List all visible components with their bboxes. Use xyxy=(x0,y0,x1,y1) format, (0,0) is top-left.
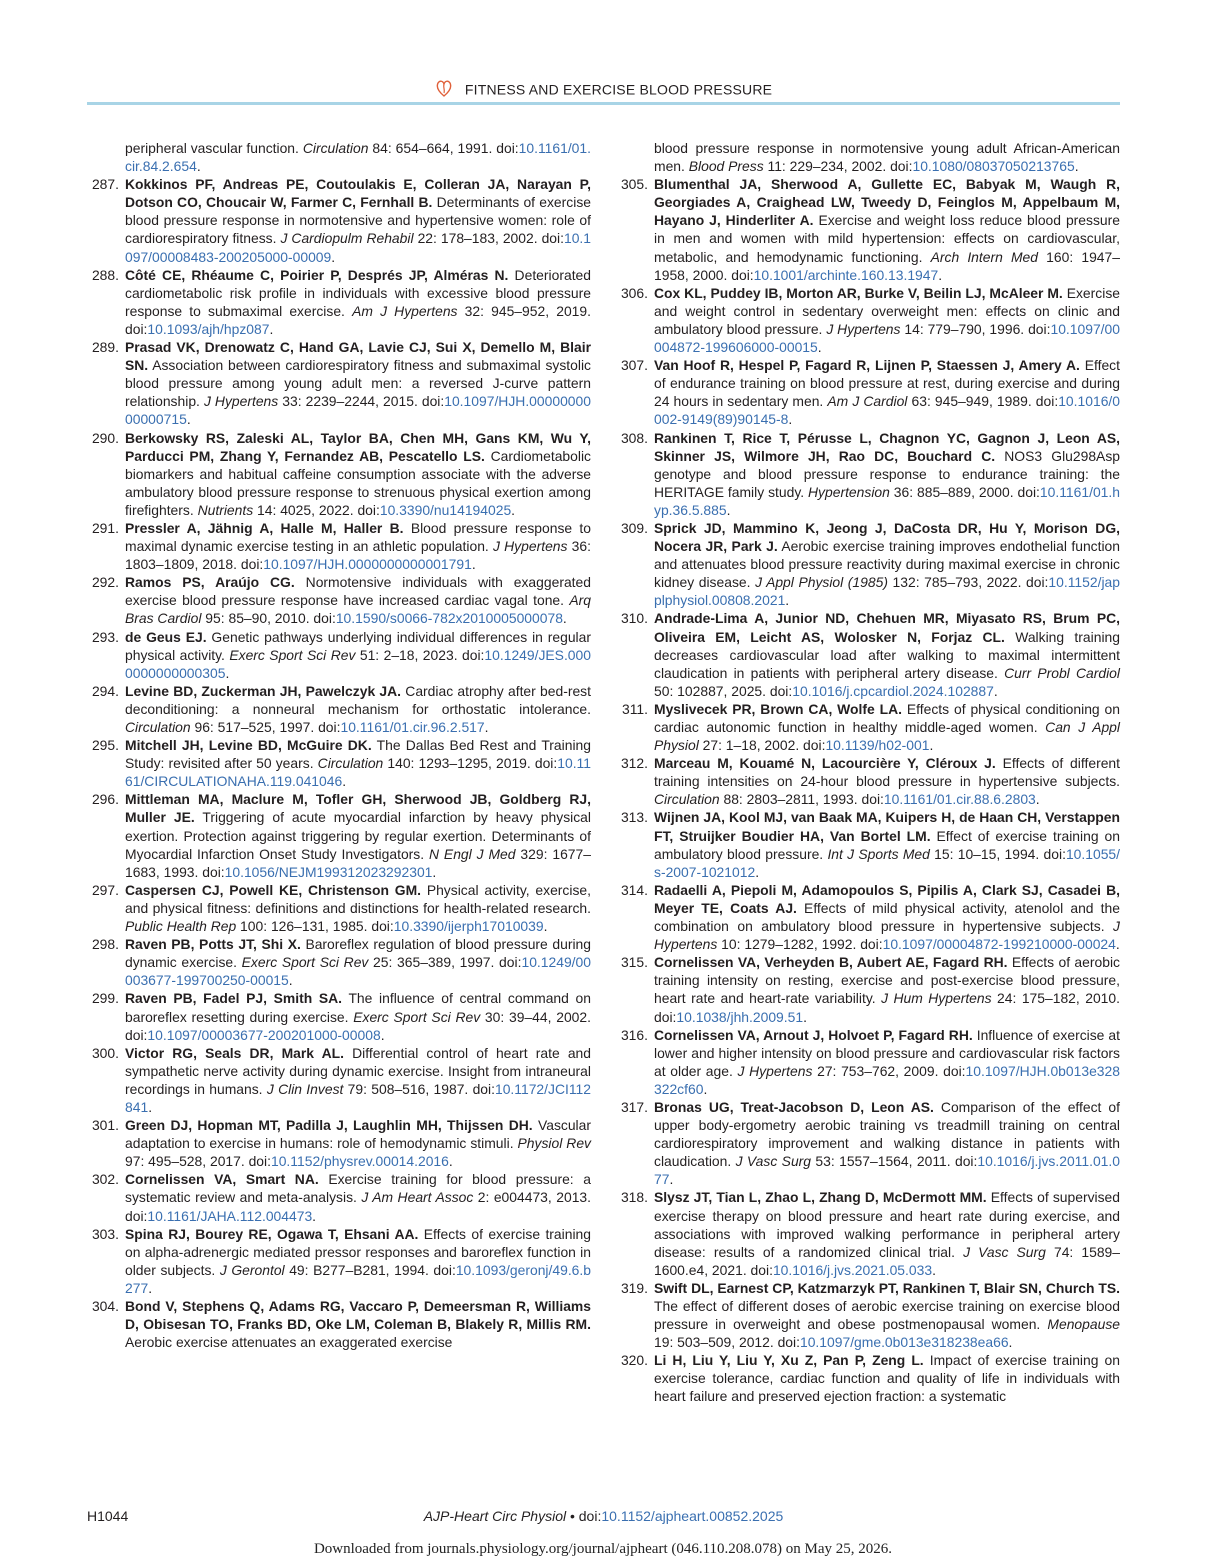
reference-number: 302. xyxy=(91,1171,119,1188)
reference-doi-link[interactable]: 10.1080/08037050213765 xyxy=(912,158,1075,175)
reference-entry xyxy=(620,1188,1121,1278)
reference-title: Effect of exercise training on ambulatory blood pressure. xyxy=(654,827,1120,862)
reference-end: . xyxy=(1115,936,1120,953)
reference-doi-link[interactable]: 10.1161/01.cir.96.2.517 xyxy=(340,719,485,735)
reference-journal: J Hypertens xyxy=(654,918,1120,953)
reference-authors: Myslivecek PR, Brown CA, Wolfe LA. xyxy=(654,700,902,717)
reference-journal: J Appl Physiol (1985) xyxy=(755,574,888,591)
reference-authors: Andrade-Lima A, Junior ND, Chehuen MR, Miyasato RS, Brum PC, Oliveira EM, Leicht AS, Wolosker N, Forjaz CL. xyxy=(654,610,1120,645)
reference-doi-link[interactable]: 10.1161/01.cir.88.6.2803 xyxy=(883,791,1036,808)
reference-end: . xyxy=(932,1261,936,1278)
reference-doi-link[interactable]: 10.1152/japplphysiol.00808.2021 xyxy=(654,574,1120,609)
reference-authors: Victor RG, Seals DR, Mark AL. xyxy=(125,1044,344,1061)
reference-entry xyxy=(620,519,1121,609)
reference-number: 311. xyxy=(621,700,648,717)
reference-entry xyxy=(91,1170,591,1224)
reference-end: . xyxy=(726,501,731,518)
reference-number: 317. xyxy=(620,1098,648,1115)
reference-doi-link[interactable]: 10.3390/ijerph17010039 xyxy=(393,918,544,935)
reference-authors: Blumenthal JA, Sherwood A, Gullette EC, Babyak M, Waugh R, Georgiades A, Craighead LW, Tweedy D, Feinglos M, Appelbaum M, Hayano J, Hinderliter A. xyxy=(654,176,1120,229)
reference-journal: J Hum Hypertens xyxy=(881,990,992,1007)
reference-title: Blood pressure response to maximal dynamic exercise testing in an athletic population. xyxy=(125,519,591,555)
references-left-column xyxy=(91,139,592,1351)
reference-details: 25: 365–389, 1997. doi: xyxy=(368,954,522,971)
reference-entry xyxy=(620,1279,1120,1351)
reference-doi-link[interactable]: 10.1016/j.cpcardiol.2024.102887 xyxy=(792,682,994,699)
reference-doi-link[interactable]: 10.1097/00004872-199606000-00015 xyxy=(654,320,1120,356)
reference-journal: J Am Heart Assoc xyxy=(361,1189,474,1206)
reference-number: 305. xyxy=(620,176,648,193)
reference-entry xyxy=(620,881,1120,953)
reference-entry xyxy=(91,935,591,989)
reference-doi-link[interactable]: 10.1249/JES.0000000000000305 xyxy=(125,646,591,681)
reference-number: 312. xyxy=(620,755,648,772)
reference-details: 49: B277–B281, 1994. doi: xyxy=(284,1261,456,1278)
reference-end: . xyxy=(196,158,201,175)
reference-title: Aerobic exercise training improves endothelial function and attenuates blood pressure reactivity during maximal exercise in chronic kidney disease. xyxy=(654,538,1121,591)
reference-authors: Wijnen JA, Kool MJ, van Baak MA, Kuipers H, de Haan CH, Verstappen FT, Struijker Boudier HA, Van Bortel LM. xyxy=(654,809,1120,844)
reference-end: . xyxy=(432,863,437,880)
reference-doi-link[interactable]: 10.1139/h02-001 xyxy=(825,737,930,754)
reference-number: 291. xyxy=(91,519,119,536)
reference-doi-link[interactable]: 10.1001/archinte.160.13.1947 xyxy=(753,266,939,283)
reference-journal: J Hypertens xyxy=(493,538,568,555)
reference-details: 30: 39–44, 2002. doi: xyxy=(125,1008,591,1043)
reference-doi-link[interactable]: 10.1097/00008483-200205000-00009 xyxy=(125,230,592,265)
reference-journal: J Cardiopulm Rehabil xyxy=(280,230,414,247)
reference-details: 160: 1947–1958, 2000. doi: xyxy=(654,248,1120,283)
reference-journal: Arq Bras Cardiol xyxy=(125,592,591,627)
reference-details: 96: 517–525, 1997. doi: xyxy=(190,719,341,735)
reference-entry xyxy=(620,284,1120,356)
reference-end: . xyxy=(1008,1334,1013,1351)
reference-doi-link[interactable]: 10.1097/00003677-200201000-00008 xyxy=(147,1026,381,1043)
reference-title: Effects of different training intensities on 24-hour blood pressure in hypertensive subjects. xyxy=(654,755,1120,790)
reference-doi-link[interactable]: 10.1097/HJH.0000000000000715 xyxy=(125,393,591,428)
reference-authors: Marceau M, Kouamé N, Lacourcière Y, Cléroux J. xyxy=(654,755,996,772)
reference-entry xyxy=(91,175,592,265)
reference-authors: Mitchell JH, Levine BD, McGuire DK. xyxy=(125,737,372,754)
reference-authors: Sprick JD, Mammino K, Jeong J, DaCosta DR, Hu Y, Morison DG, Nocera JR, Park J. xyxy=(654,519,1120,555)
reference-end: . xyxy=(788,411,793,428)
reference-entry xyxy=(654,139,1120,175)
reference-number: 300. xyxy=(91,1044,119,1061)
reference-entry xyxy=(91,628,591,682)
reference-details: 140: 1293–1295, 2019. doi: xyxy=(383,755,558,772)
reference-journal: J Hypertens xyxy=(826,320,901,337)
reference-authors: Levine BD, Zuckerman JH, Pawelczyk JA. xyxy=(125,682,402,699)
reference-end: . xyxy=(1035,791,1040,808)
reference-doi-link[interactable]: 10.1093/ajh/hpz087 xyxy=(147,320,270,337)
reference-journal: Circulation xyxy=(654,791,720,808)
reference-end: . xyxy=(993,682,998,699)
reference-end: . xyxy=(703,1080,708,1097)
reference-journal: J Hypertens xyxy=(203,393,279,410)
reference-end: . xyxy=(817,339,822,356)
reference-end: . xyxy=(562,610,567,627)
reference-entry xyxy=(621,700,1120,754)
download-notice: Downloaded from journals.physiology.org/journal/ajpheart (046.110.208.078) on May 25, 2026. xyxy=(313,1541,893,1557)
reference-details: 27: 753–762, 2009. doi: xyxy=(812,1062,966,1079)
reference-authors: Kokkinos PF, Andreas PE, Coutoulakis E, Colleran JA, Narayan P, Dotson CO, Choucair W, Farmer C, Fernhall B. xyxy=(125,176,591,211)
reference-authors: Caspersen CJ, Powell KE, Christenson GM. xyxy=(125,881,422,898)
reference-journal: J Vasc Surg xyxy=(963,1243,1046,1260)
reference-doi-link[interactable]: 10.1097/gme.0b013e318238ea66 xyxy=(799,1334,1009,1351)
reference-number: 314. xyxy=(620,881,648,898)
reference-doi-link[interactable]: 10.1056/NEJM199312023292301 xyxy=(224,863,433,880)
reference-title: Effects of physical conditioning on cardiac autonomic function in healthy middle-aged women. xyxy=(654,700,1120,735)
reference-entry xyxy=(620,808,1121,880)
reference-entry xyxy=(91,1116,591,1170)
reference-journal: J Vasc Surg xyxy=(735,1153,812,1170)
reference-number: 296. xyxy=(91,791,119,808)
reference-details: 36: 1803–1809, 2018. doi: xyxy=(125,538,591,573)
reference-number: 287. xyxy=(91,176,119,193)
reference-authors: Cornelissen VA, Arnout J, Holvoet P, Fagard RH. xyxy=(654,1026,973,1043)
reference-end: . xyxy=(225,664,230,681)
reference-title: Physical activity, exercise, and physical fitness: definitions and distinctions for health-related research. xyxy=(125,881,591,916)
reference-doi-link[interactable]: 10.3390/nu14194025 xyxy=(379,501,512,518)
reference-end: . xyxy=(471,556,476,573)
reference-details: 32: 945–952, 2019. doi: xyxy=(125,302,591,337)
reference-details: 24: 175–182, 2010. doi: xyxy=(654,990,1120,1025)
reference-details: 14: 779–790, 1996. doi: xyxy=(900,320,1051,337)
reference-authors: Slysz JT, Tian L, Zhao L, Zhang D, McDermott MM. xyxy=(654,1189,987,1206)
reference-details: 50: 102887, 2025. doi: xyxy=(654,682,793,699)
reference-journal: Int J Sports Med xyxy=(827,845,930,862)
reference-details: 329: 1677–1683, 1993. doi: xyxy=(125,845,591,880)
reference-end: . xyxy=(1074,158,1079,175)
reference-entry xyxy=(620,1351,1120,1405)
reference-details: 100: 126–131, 1985. doi: xyxy=(236,918,394,935)
reference-authors: Rankinen T, Rice T, Pérusse L, Chagnon YC, Gagnon J, Leon AS, Skinner JS, Wilmore JH, Rao DC, Bouchard C. xyxy=(654,429,1120,464)
reference-doi-link[interactable]: 10.1161/01.hyp.36.5.885 xyxy=(654,483,1120,518)
header-divider xyxy=(87,102,1120,105)
reference-entry xyxy=(91,1044,591,1116)
reference-journal: Circulation xyxy=(317,755,384,772)
reference-end: . xyxy=(148,1279,153,1296)
page-number: H1044 xyxy=(87,1508,129,1524)
reference-end: . xyxy=(148,1098,153,1115)
reference-end: . xyxy=(331,248,336,265)
reference-end: . xyxy=(484,719,489,735)
reference-title: Effect of endurance training on blood pressure at rest, during exercise and during 24 hours in sedentary men. xyxy=(654,357,1120,410)
reference-number: 307. xyxy=(620,357,648,374)
article-doi-link[interactable]: 10.1152/ajpheart.00852.2025 xyxy=(601,1508,784,1524)
reference-title: Exercise and weight loss reduce blood pressure in men and women with mild hypertension: effects on cardiovascular, metabolic, and hemodynamic functioning. xyxy=(654,212,1120,265)
reference-authors: Bond V, Stephens Q, Adams RG, Vaccaro P, Demeersman R, Williams D, Obisesan TO, Franks BD, Oke LM, Coleman B, Blakely R, Millis RM. xyxy=(125,1298,591,1333)
reference-journal: Am J Cardiol xyxy=(827,393,908,410)
reference-journal: Physiol Rev xyxy=(517,1135,591,1152)
reference-authors: Berkowsky RS, Zaleski AL, Taylor BA, Chen MH, Gans KM, Wu Y, Parducci PM, Zhang Y, Fernandez AB, Pescatello LS. xyxy=(125,429,591,464)
reference-details: 51: 2–18, 2023. doi: xyxy=(355,646,485,663)
reference-doi-link[interactable]: 10.1097/00004872-199210000-00024 xyxy=(882,936,1116,953)
reference-title: Influence of exercise at lower and higher intensity on blood pressure and cardiovascular risk factors at older age. xyxy=(654,1026,1120,1079)
reference-authors: Raven PB, Fadel PJ, Smith SA. xyxy=(125,990,343,1007)
reference-number: 320. xyxy=(620,1352,648,1369)
reference-journal: Circulation xyxy=(302,140,369,156)
reference-details: 63: 945–949, 1989. doi: xyxy=(907,393,1059,410)
reference-number: 308. xyxy=(620,429,648,446)
reference-details: 33: 2239–2244, 2015. doi: xyxy=(278,393,445,410)
reference-end: . xyxy=(929,737,934,754)
reference-authors: Bronas UG, Treat-Jacobson D, Leon AS. xyxy=(654,1098,934,1115)
journal-name: AJP-Heart Circ Physiol xyxy=(423,1508,567,1524)
reference-journal: Circulation xyxy=(125,719,191,735)
reference-title: Effects of exercise training on alpha-adrenergic mediated pressor responses and baroreflex function in older subjects. xyxy=(125,1225,591,1278)
reference-end: . xyxy=(755,863,760,880)
reference-title: Comparison of the effect of upper body-ergometry aerobic training vs treadmill training on central cardiorespiratory improvement and walking distance in patients with claudication. xyxy=(654,1098,1120,1170)
reference-details: 79: 508–516, 1987. doi: xyxy=(343,1080,495,1097)
reference-details: 11: 229–234, 2002. doi: xyxy=(763,158,913,175)
reference-doi-link[interactable]: 10.1093/geronj/49.6.b277 xyxy=(125,1261,591,1296)
reference-doi-link[interactable]: 10.1097/HJH.0000000000001791 xyxy=(263,556,472,573)
reference-title: Genetic pathways underlying individual differences in regular physical activity. xyxy=(125,628,591,663)
reference-authors: Swift DL, Earnest CP, Katzmarzyk PT, Rankinen T, Blair SN, Church TS. xyxy=(654,1279,1120,1296)
reference-end: . xyxy=(448,1153,453,1170)
reference-journal: Public Health Rep xyxy=(125,918,237,935)
reference-end: . xyxy=(669,1171,674,1188)
reference-details: 132: 785–793, 2022. doi: xyxy=(887,574,1049,591)
reference-number: 316. xyxy=(620,1026,648,1043)
reference-doi-link[interactable]: 10.1016/j.jvs.2021.05.033 xyxy=(772,1261,933,1278)
reference-number: 319. xyxy=(620,1279,648,1296)
reference-journal: Curr Probl Cardiol xyxy=(1004,664,1120,681)
reference-details: 95: 85–90, 2010. doi: xyxy=(201,610,336,627)
reference-number: 294. xyxy=(91,682,119,699)
reference-title: Deteriorated cardiometabolic risk profile in individuals with excessive blood pressure response to submaximal exercise. xyxy=(125,266,591,319)
reference-end: . xyxy=(511,501,516,518)
reference-doi-link[interactable]: 10.1016/0002-9149(89)90145-8 xyxy=(654,393,1120,428)
reference-end: . xyxy=(785,592,790,609)
reference-number: 306. xyxy=(620,284,648,301)
reference-journal: N Engl J Med xyxy=(429,845,516,862)
reference-title: Exercise training for blood pressure: a systematic review and meta-analysis. xyxy=(125,1171,591,1206)
reference-doi-link[interactable]: 10.1161/CIRCULATIONAHA.119.041046 xyxy=(125,755,591,790)
reference-authors: de Geus EJ. xyxy=(125,628,207,645)
reference-journal: Menopause xyxy=(1047,1316,1120,1333)
reference-number: 313. xyxy=(620,809,648,826)
reference-authors: Green DJ, Hopman MT, Padilla J, Laughlin MH, Thijssen DH. xyxy=(125,1117,533,1134)
reference-details: 15: 10–15, 1994. doi: xyxy=(929,845,1066,862)
reference-title: peripheral vascular function. xyxy=(125,140,303,156)
reference-authors: Pressler A, Jähnig A, Halle M, Haller B. xyxy=(125,519,404,536)
reference-entry xyxy=(125,139,591,175)
reference-number: 315. xyxy=(620,954,648,971)
reference-number: 304. xyxy=(91,1298,119,1314)
reference-authors: Mittleman MA, Maclure M, Tofler GH, Sherwood JB, Goldberg RJ, Muller JE. xyxy=(125,791,591,826)
reference-details: 84: 654–664, 1991. doi: xyxy=(368,140,519,156)
reference-journal: J Clin Invest xyxy=(266,1080,344,1097)
reference-journal: Can J Appl Physiol xyxy=(654,719,1120,754)
reference-journal: Exerc Sport Sci Rev xyxy=(241,954,369,971)
reference-number: 298. xyxy=(91,936,119,953)
reference-journal: Hypertension xyxy=(808,483,890,500)
reference-title: Aerobic exercise attenuates an exaggerated exercise xyxy=(125,1334,453,1351)
reference-doi-link[interactable]: 10.1016/j.jvs.2011.01.077 xyxy=(654,1153,1120,1188)
reference-authors: Côté CE, Rhéaume C, Poirier P, Després JP, Alméras N. xyxy=(125,266,509,283)
reference-entry xyxy=(91,266,591,338)
reference-authors: Prasad VK, Drenowatz C, Hand GA, Lavie CJ, Sui X, Demello M, Blair SN. xyxy=(125,339,591,374)
reference-entry xyxy=(620,953,1120,1025)
reference-end: . xyxy=(803,1008,807,1025)
reference-doi-link[interactable]: 10.1161/01.cir.84.2.654 xyxy=(125,140,591,175)
reference-title: blood pressure response in normotensive young adult African-American men. xyxy=(654,140,1120,175)
reference-entry xyxy=(620,754,1120,808)
reference-end: . xyxy=(543,918,548,935)
reference-entry xyxy=(91,573,591,627)
heart-icon xyxy=(435,78,453,101)
reference-details: 10: 1279–1282, 1992. doi: xyxy=(717,936,883,953)
reference-number: 288. xyxy=(91,266,119,283)
reference-end: . xyxy=(380,1026,385,1043)
reference-entry xyxy=(91,338,591,428)
reference-number: 318. xyxy=(620,1189,648,1206)
reference-title: Impact of exercise training on exercise tolerance, cardiac function and quality of life in individuals with heart failure and preserved ejection fraction: a systematic xyxy=(654,1352,1120,1405)
reference-title: NOS3 Glu298Asp genotype and blood pressure response to endurance training: the HERITAGE family study. xyxy=(654,447,1120,500)
reference-number: 292. xyxy=(91,574,119,591)
reference-entry xyxy=(91,429,591,519)
reference-number: 303. xyxy=(91,1225,119,1242)
reference-details: 97: 495–528, 2017. doi: xyxy=(125,1153,271,1170)
reference-title: The influence of central command on baroreflex resetting during exercise. xyxy=(125,990,591,1025)
reference-number: 289. xyxy=(91,339,119,356)
reference-number: 295. xyxy=(91,737,119,754)
reference-authors: Raven PB, Potts JT, Shi X. xyxy=(125,936,301,953)
reference-doi-link[interactable]: 10.1097/HJH.0b013e328322cf60 xyxy=(654,1062,1120,1097)
reference-doi-link[interactable]: 10.1590/s0066-782x2010005000078 xyxy=(335,610,563,627)
journal-citation xyxy=(87,1508,1120,1524)
reference-number: 310. xyxy=(620,610,648,627)
reference-entry xyxy=(91,881,591,935)
reference-title: Determinants of exercise blood pressure response in normotensive and hypertensive women: role of cardiorespiratory fitness. xyxy=(125,194,591,247)
reference-title: Association between cardiorespiratory fitness and submaximal systolic blood pressure among young adult men: a reversed J-curve pattern relationship. xyxy=(125,357,591,410)
reference-title: The Dallas Bed Rest and Training Study: revisited after 50 years. xyxy=(125,737,591,772)
reference-authors: Spina RJ, Bourey RE, Ogawa T, Ehsani AA. xyxy=(125,1225,419,1242)
reference-journal: Exerc Sport Sci Rev xyxy=(353,1008,481,1025)
reference-authors: Ramos PS, Araújo CG. xyxy=(125,574,295,591)
reference-title: Effects of supervised exercise therapy on blood pressure and heart rate during exercise, and associations with improved walking performance in peripheral artery disease: results of a randomized clinical trial. xyxy=(654,1189,1121,1260)
reference-doi-link[interactable]: 10.1055/s-2007-1021012 xyxy=(654,845,1121,880)
reference-end: . xyxy=(186,411,191,428)
reference-journal: Blood Press xyxy=(688,158,764,175)
reference-number: 299. xyxy=(91,990,119,1007)
reference-entry xyxy=(91,790,591,880)
reference-journal: Nutrients xyxy=(197,501,254,518)
reference-title: Effects of mild physical activity, atenolol and the combination on ambulatory blood pressure in hypertensive subjects. xyxy=(654,899,1120,935)
reference-title: Normotensive individuals with exaggerated exercise blood pressure response have increased cardiac vagal tone. xyxy=(125,574,591,609)
reference-number: 309. xyxy=(620,519,648,536)
reference-authors: Cox KL, Puddey IB, Morton AR, Burke V, Beilin LJ, McAleer M. xyxy=(654,284,1063,301)
reference-doi-link[interactable]: 10.1152/physrev.00014.2016 xyxy=(270,1153,449,1170)
reference-details: 88: 2803–2811, 1993. doi: xyxy=(719,791,884,808)
reference-details: 19: 503–509, 2012. doi: xyxy=(654,1334,800,1351)
reference-number: 290. xyxy=(91,429,119,446)
reference-title: Baroreflex regulation of blood pressure during dynamic exercise. xyxy=(125,936,591,971)
reference-entry xyxy=(620,609,1120,699)
reference-entry xyxy=(91,1297,591,1351)
reference-title: The effect of different doses of aerobic exercise training on exercise blood pressure in overweight and obese postmenopausal women. xyxy=(654,1298,1120,1333)
reference-details: 36: 885–889, 2000. doi: xyxy=(889,483,1040,500)
reference-journal: Exerc Sport Sci Rev xyxy=(229,646,356,663)
reference-details: 53: 1557–1564, 2011. doi: xyxy=(811,1153,978,1170)
reference-entry xyxy=(620,1098,1120,1188)
reference-end: . xyxy=(288,972,293,989)
reference-doi-link[interactable]: 10.1161/JAHA.112.004473 xyxy=(147,1207,313,1224)
reference-journal: Am J Hypertens xyxy=(352,302,458,319)
reference-end: . xyxy=(312,1207,317,1224)
reference-entry xyxy=(91,682,591,736)
reference-entry xyxy=(91,519,591,573)
reference-doi-link[interactable]: 10.1038/jhh.2009.51 xyxy=(676,1008,804,1025)
reference-title: Exercise and weight control in sedentary overweight men: effects on clinic and ambulatory blood pressure. xyxy=(654,284,1120,337)
reference-journal: J Gerontol xyxy=(219,1261,285,1278)
reference-end: . xyxy=(342,773,347,790)
reference-end: . xyxy=(938,266,943,283)
reference-end: . xyxy=(269,320,274,337)
reference-number: 301. xyxy=(91,1117,119,1134)
reference-journal: J Hypertens xyxy=(737,1062,813,1079)
reference-title: Effects of aerobic training intensity on resting, exercise and post-exercise blood pressure, heart rate and heart-rate variability. xyxy=(654,954,1120,1007)
reference-title: Walking training decreases cardiovascular load after walking to maximal intermittent claudication in patients with peripheral artery disease. xyxy=(654,628,1120,681)
reference-details: 14: 4025, 2022. doi: xyxy=(253,501,380,518)
reference-entry xyxy=(91,989,591,1043)
reference-number: 293. xyxy=(91,628,119,645)
reference-authors: Cornelissen VA, Smart NA. xyxy=(125,1171,319,1188)
reference-doi-link[interactable]: 10.1249/00003677-199700250-00015 xyxy=(125,954,591,989)
reference-entry xyxy=(91,736,591,790)
reference-number: 297. xyxy=(91,881,119,898)
reference-details: 27: 1–18, 2002. doi: xyxy=(698,737,826,754)
running-header-title: FITNESS AND EXERCISE BLOOD PRESSURE xyxy=(464,81,773,98)
reference-title: Triggering of acute myocardial infarction by heavy physical exertion. Protection against triggering by regular exertion. Determinants of Myocardial Infarction Onset Study Investigators. xyxy=(125,809,591,862)
reference-details: 22: 178–183, 2002. doi: xyxy=(413,230,564,247)
reference-title: Cardiometabolic biomarkers and habitual caffeine consumption associate with the adverse ambulatory blood pressure response to strenuous physical exertion among firefighters. xyxy=(125,447,591,518)
references-right-column xyxy=(620,139,1121,1406)
reference-journal: Arch Intern Med xyxy=(930,248,1039,265)
reference-authors: Cornelissen VA, Verheyden B, Aubert AE, Fagard RH. xyxy=(654,954,1008,971)
reference-entry xyxy=(91,1225,591,1297)
reference-title: Vascular adaptation to exercise in humans: role of hemodynamic stimuli. xyxy=(125,1117,591,1152)
reference-entry xyxy=(620,356,1120,428)
reference-authors: Van Hoof R, Hespel P, Fagard R, Lijnen P, Staessen J, Amery A. xyxy=(654,357,1080,374)
page-footer xyxy=(87,1508,1120,1528)
reference-details: 74: 1589–1600.e4, 2021. doi: xyxy=(654,1243,1120,1278)
reference-authors: Radaelli A, Piepoli M, Adamopoulos S, Pipilis A, Clark SJ, Casadei B, Meyer TE, Coats AJ. xyxy=(654,881,1120,916)
reference-details: 2: e004473, 2013. doi: xyxy=(125,1189,591,1224)
reference-entry xyxy=(620,175,1120,284)
doi-separator: • doi: xyxy=(566,1508,602,1524)
reference-doi-link[interactable]: 10.1172/JCI112841 xyxy=(125,1080,591,1115)
reference-entry xyxy=(620,429,1120,519)
reference-title: Differential control of heart rate and sympathetic nerve activity during dynamic exercise. Insight from intraneural recordings in humans. xyxy=(125,1044,591,1097)
reference-entry xyxy=(620,1026,1120,1098)
reference-title: Cardiac atrophy after bed-rest deconditioning: a nonneural mechanism for orthostatic intolerance. xyxy=(125,682,591,717)
reference-authors: Li H, Liu Y, Liu Y, Xu Z, Pan P, Zeng L. xyxy=(654,1352,924,1369)
